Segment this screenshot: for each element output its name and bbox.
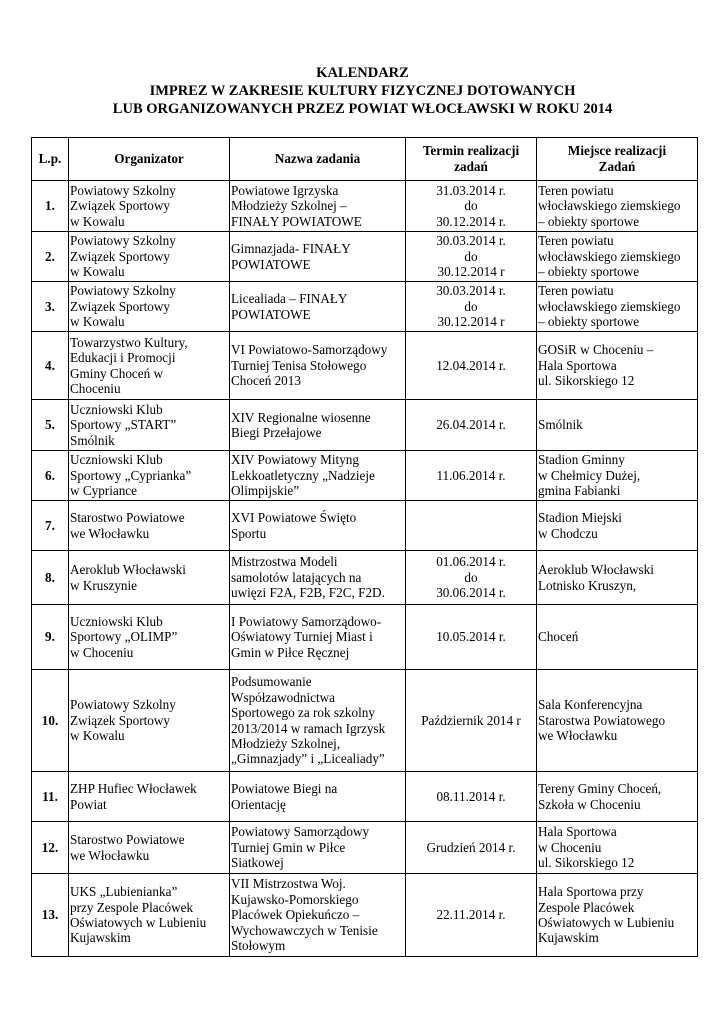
row-task: VI Powiatowo-Samorządowy Turniej Tenisa Stołowego Choceń 2013	[230, 332, 406, 400]
row-lp: 8.	[32, 551, 69, 605]
row-place: Smólnik	[537, 400, 698, 451]
table-row	[32, 605, 698, 670]
table-row	[32, 181, 698, 232]
row-place: Choceń	[537, 605, 698, 670]
table-row	[32, 501, 698, 551]
row-lp: 12.	[32, 822, 69, 874]
row-lp: 13.	[32, 874, 69, 957]
row-task: XVI Powiatowe Święto Sportu	[230, 501, 406, 551]
row-organizer: Towarzystwo Kultury, Edukacji i Promocji Gminy Choceń w Choceniu	[69, 332, 230, 400]
row-task: I Powiatowy Samorządowo- Oświatowy Turniej Miast i Gmin w Piłce Ręcznej	[230, 605, 406, 670]
row-place: Teren powiatu włocławskiego ziemskiego – obiekty sportowe	[537, 181, 698, 232]
row-lp: 5.	[32, 400, 69, 451]
row-date: 30.03.2014 r. do 30.12.2014 r	[406, 282, 537, 332]
row-place: Teren powiatu włocławskiego ziemskiego – obiekty sportowe	[537, 232, 698, 282]
table-row	[32, 822, 698, 874]
row-lp: 1.	[32, 181, 69, 232]
row-date: 01.06.2014 r. do 30.06.2014 r.	[406, 551, 537, 605]
row-place: Aeroklub Włocławski Lotnisko Kruszyn,	[537, 551, 698, 605]
table-row	[32, 332, 698, 400]
row-organizer: Uczniowski Klub Sportowy „START” Smólnik	[69, 400, 230, 451]
row-date: 26.04.2014 r.	[406, 400, 537, 451]
row-task: Podsumowanie Współzawodnictwa Sportowego za rok szkolny 2013/2014 w ramach Igrzysk Młodzieży Szkolnej, „Gimnazjady” i „Licealiady”	[230, 670, 406, 772]
row-lp: 2.	[32, 232, 69, 282]
row-place: Tereny Gminy Choceń, Szkoła w Choceniu	[537, 772, 698, 822]
row-task: Powiatowe Igrzyska Młodzieży Szkolnej – FINAŁY POWIATOWE	[230, 181, 406, 232]
title-line-1: KALENDARZ	[316, 65, 409, 81]
row-place: Teren powiatu włocławskiego ziemskiego – obiekty sportowe	[537, 282, 698, 332]
row-lp: 4.	[32, 332, 69, 400]
table-header-row	[32, 138, 698, 181]
row-date: 31.03.2014 r. do 30.12.2014 r.	[406, 181, 537, 232]
header-date: Termin realizacji zadań	[406, 138, 537, 181]
header-place: Miejsce realizacji Zadań	[537, 138, 698, 181]
row-lp: 11.	[32, 772, 69, 822]
row-organizer: Powiatowy Szkolny Związek Sportowy w Kowalu	[69, 282, 230, 332]
header-lp: L.p.	[32, 138, 69, 181]
row-place: Hala Sportowa przy Zespole Placówek Oświatowych w Lubieniu Kujawskim	[537, 874, 698, 957]
row-place: GOSiR w Choceniu – Hala Sportowa ul. Sikorskiego 12	[537, 332, 698, 400]
row-organizer: Powiatowy Szkolny Związek Sportowy w Kowalu	[69, 232, 230, 282]
row-date: Grudzień 2014 r.	[406, 822, 537, 874]
row-date: Październik 2014 r	[406, 670, 537, 772]
table-row	[32, 772, 698, 822]
row-place: Hala Sportowa w Choceniu ul. Sikorskiego 12	[537, 822, 698, 874]
row-organizer: ZHP Hufiec Włocławek Powiat	[69, 772, 230, 822]
row-organizer: Uczniowski Klub Sportowy „OLIMP” w Choceniu	[69, 605, 230, 670]
title-line-3: LUB ORGANIZOWANYCH PRZEZ POWIAT WŁOCŁAWSKI W ROKU 2014	[112, 101, 613, 117]
row-lp: 10.	[32, 670, 69, 772]
row-task: Licealiada – FINAŁY POWIATOWE	[230, 282, 406, 332]
row-lp: 7.	[32, 501, 69, 551]
events-calendar-table	[31, 137, 698, 957]
table-row	[32, 282, 698, 332]
row-task: XIV Powiatowy Mityng Lekkoatletyczny „Nadzieje Olimpijskie”	[230, 451, 406, 501]
row-organizer: UKS „Lubienianka” przy Zespole Placówek Oświatowych w Lubieniu Kujawskim	[69, 874, 230, 957]
row-organizer: Powiatowy Szkolny Związek Sportowy w Kowalu	[69, 670, 230, 772]
row-task: Gimnazjada- FINAŁY POWIATOWE	[230, 232, 406, 282]
row-task: Powiatowy Samorządowy Turniej Gmin w Piłce Siatkowej	[230, 822, 406, 874]
table-row	[32, 670, 698, 772]
row-date: 22.11.2014 r.	[406, 874, 537, 957]
row-date	[406, 501, 537, 551]
table-row	[32, 551, 698, 605]
row-organizer: Powiatowy Szkolny Związek Sportowy w Kowalu	[69, 181, 230, 232]
table-row	[32, 874, 698, 957]
row-task: Powiatowe Biegi na Orientację	[230, 772, 406, 822]
row-date: 11.06.2014 r.	[406, 451, 537, 501]
table-row	[32, 400, 698, 451]
row-organizer: Uczniowski Klub Sportowy „Cyprianka” w Cypriance	[69, 451, 230, 501]
row-place: Stadion Gminny w Chełmicy Dużej, gmina Fabianki	[537, 451, 698, 501]
row-place: Sala Konferencyjna Starostwa Powiatowego we Włocławku	[537, 670, 698, 772]
row-date: 12.04.2014 r.	[406, 332, 537, 400]
row-organizer: Starostwo Powiatowe we Włocławku	[69, 822, 230, 874]
row-lp: 9.	[32, 605, 69, 670]
row-lp: 6.	[32, 451, 69, 501]
row-lp: 3.	[32, 282, 69, 332]
row-task: VII Mistrzostwa Woj. Kujawsko-Pomorskiego Placówek Opiekuńczo – Wychowawczych w Tenisie Stołowym	[230, 874, 406, 957]
table-row	[32, 232, 698, 282]
row-organizer: Aeroklub Włocławski w Kruszynie	[69, 551, 230, 605]
row-organizer: Starostwo Powiatowe we Włocławku	[69, 501, 230, 551]
row-date: 10.05.2014 r.	[406, 605, 537, 670]
document-title	[0, 64, 725, 118]
header-task: Nazwa zadania	[230, 138, 406, 181]
row-date: 08.11.2014 r.	[406, 772, 537, 822]
row-task: XIV Regionalne wiosenne Biegi Przełajowe	[230, 400, 406, 451]
row-task: Mistrzostwa Modeli samolotów latających na uwięzi F2A, F2B, F2C, F2D.	[230, 551, 406, 605]
table-row	[32, 451, 698, 501]
row-date: 30.03.2014 r. do 30.12.2014 r	[406, 232, 537, 282]
header-organizer: Organizator	[69, 138, 230, 181]
title-line-2: IMPREZ W ZAKRESIE KULTURY FIZYCZNEJ DOTOWANYCH	[149, 83, 576, 99]
row-place: Stadion Miejski w Chodczu	[537, 501, 698, 551]
